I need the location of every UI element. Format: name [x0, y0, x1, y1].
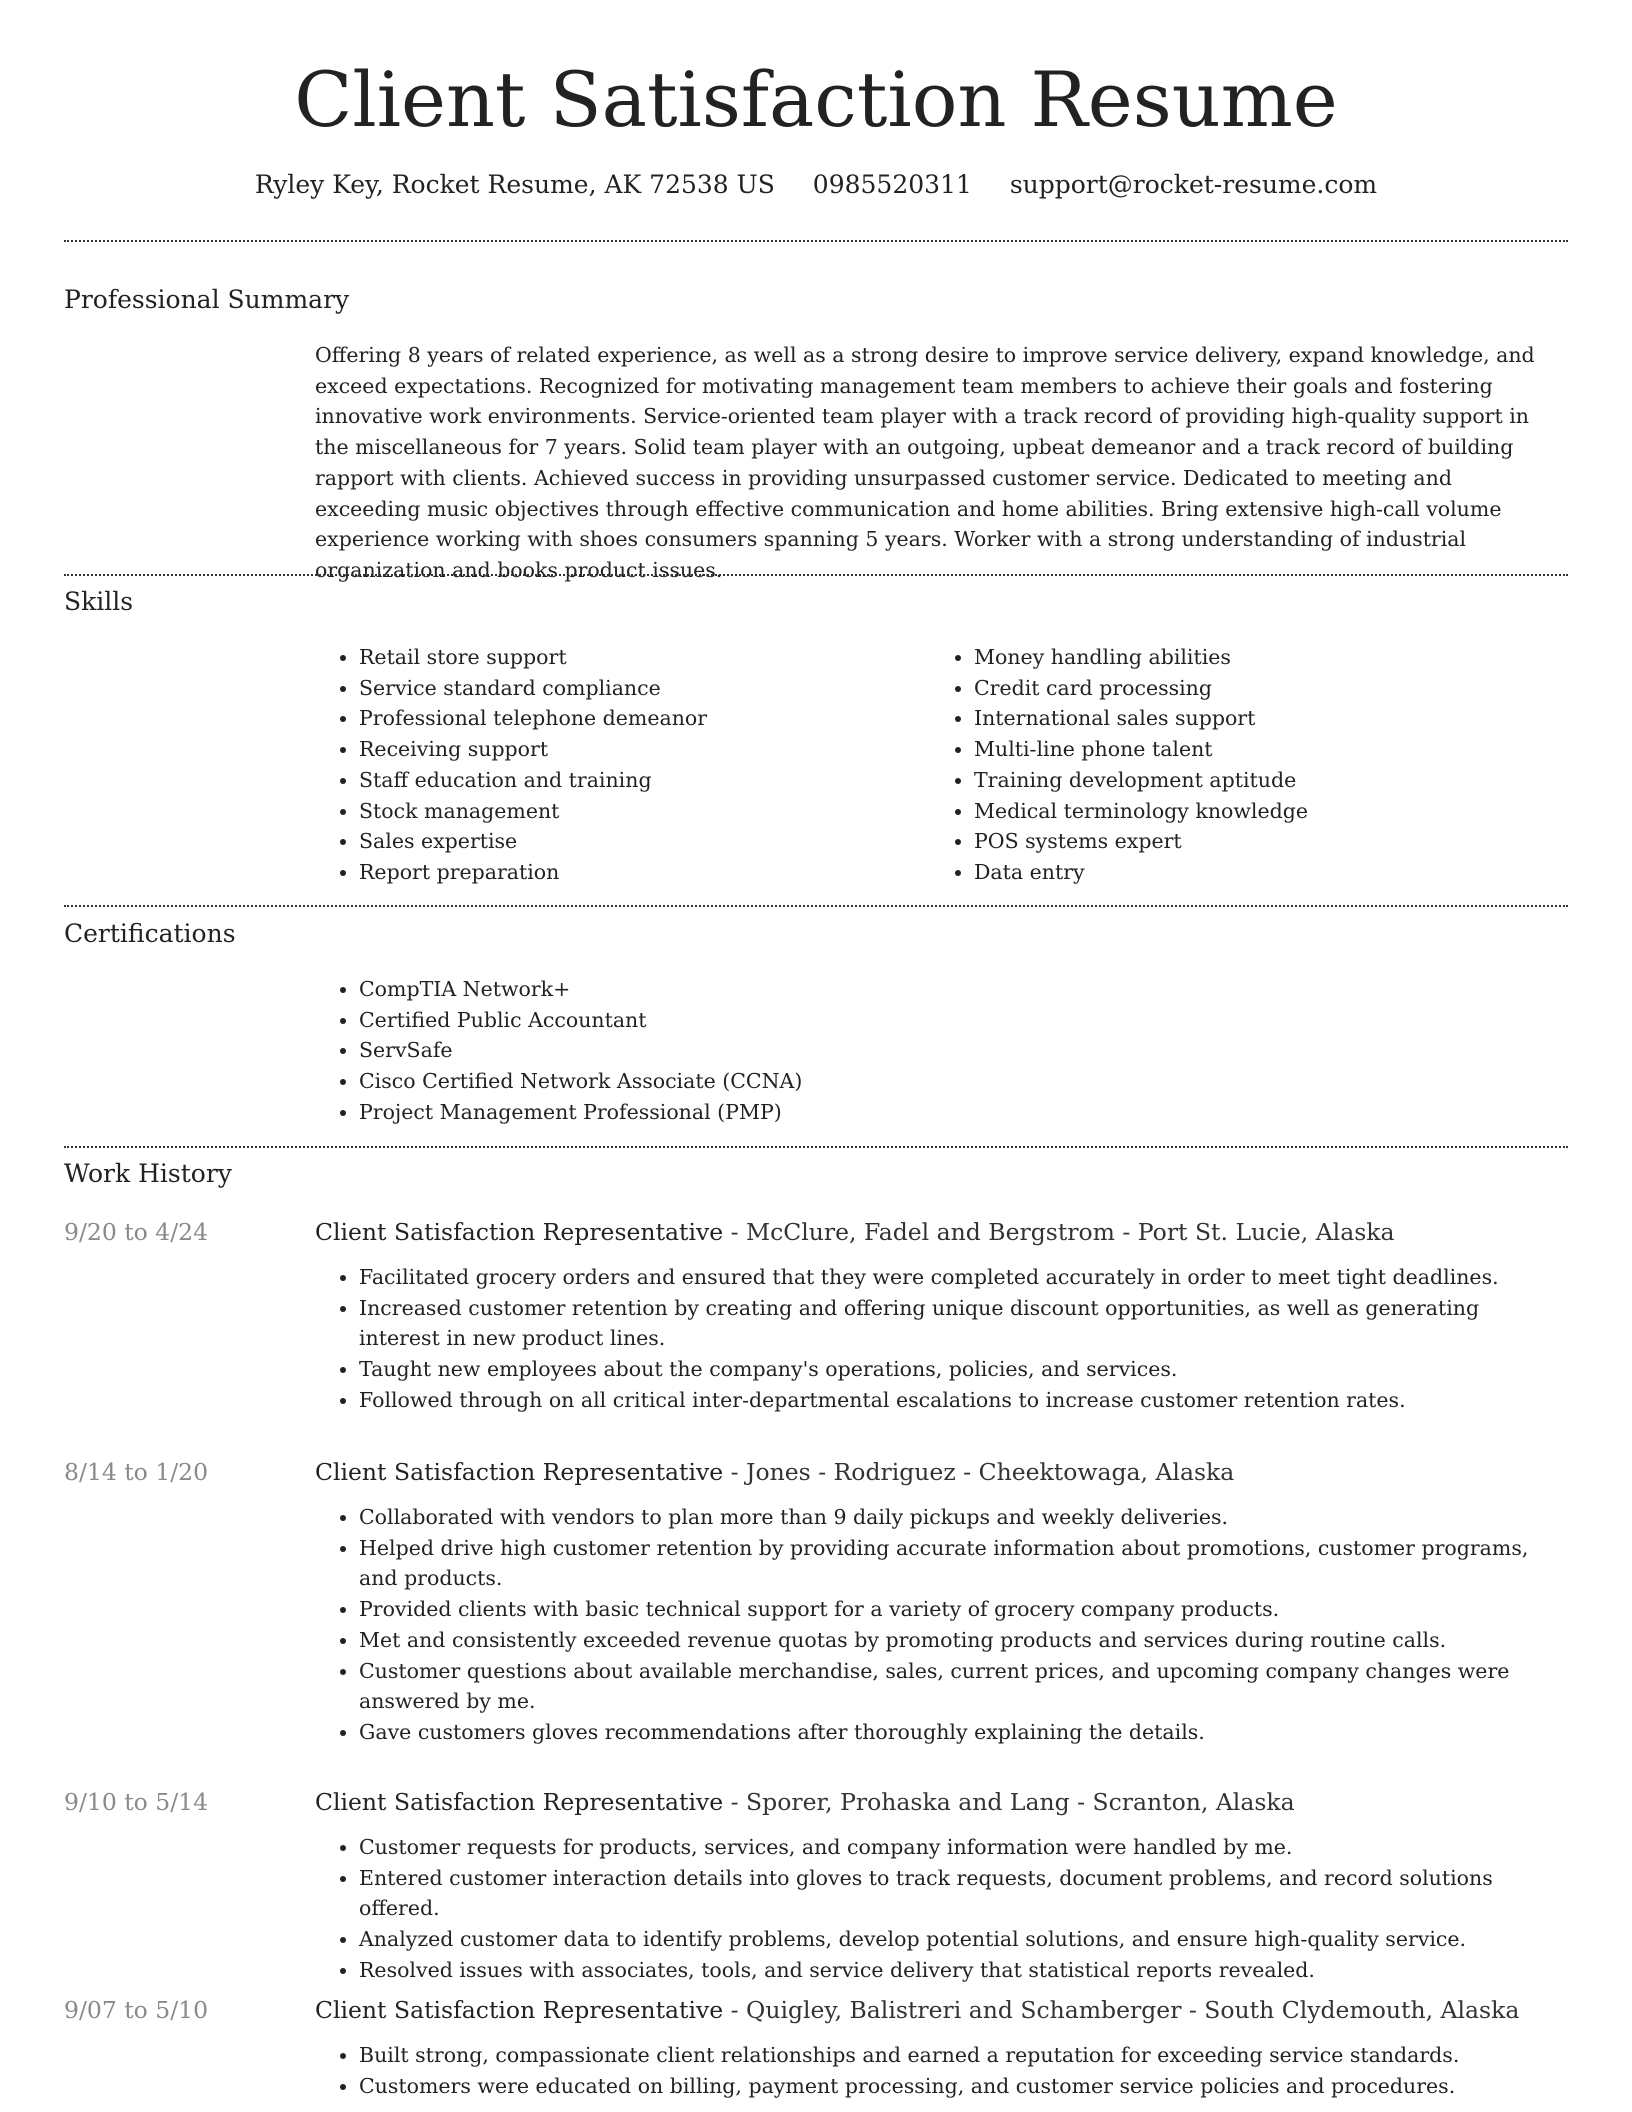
contact-email: support@rocket-resume.com [1009, 170, 1378, 199]
job-dates: 9/20 to 4/24 [64, 1218, 209, 1246]
skill-item: • Staff education and training [359, 765, 915, 796]
certification-item: • Project Management Professional (PMP) [359, 1097, 1560, 1128]
certification-item: • CompTIA Network+ [359, 974, 1560, 1005]
job-company-location: - Quigley, Balistreri and Schamberger - South Clydemouth, Alaska [723, 1996, 1520, 2024]
contact-line [0, 168, 1632, 202]
job-bullet: • Taught new employees about the company's operations, policies, and services. [359, 1354, 1560, 1385]
skill-item: • Data entry [974, 857, 1530, 888]
job-bullet: • Customer requests for products, services, and company information were handled by me. [359, 1832, 1560, 1863]
job-bullet: • Customers were educated on billing, payment processing, and customer service policies and procedures. [359, 2071, 1560, 2102]
job-company-location: - Sporer, Prohaska and Lang - Scranton, Alaska [723, 1788, 1295, 1816]
job-entry [315, 1994, 1560, 2101]
certification-item: • Cisco Certified Network Associate (CCNA) [359, 1066, 1560, 1097]
job-dates: 8/14 to 1/20 [64, 1458, 209, 1486]
job-bullet: • Followed through on all critical inter-departmental escalations to increase customer retention rates. [359, 1385, 1560, 1416]
divider [64, 1146, 1568, 1148]
summary-section [315, 340, 1560, 586]
skill-item: • Receiving support [359, 734, 915, 765]
job-role: Client Satisfaction Representative [315, 1218, 724, 1246]
skill-item: • Money handling abilities [974, 642, 1530, 673]
summary-heading: Professional Summary [64, 285, 350, 314]
job-company-location: - McClure, Fadel and Bergstrom - Port St. Lucie, Alaska [723, 1218, 1395, 1246]
job-bullet: • Met and consistently exceeded revenue quotas by promoting products and services during routine calls. [359, 1625, 1560, 1656]
job-title [315, 1994, 1560, 2026]
job-bullet: • Helped drive high customer retention by providing accurate information about promotions, customer programs, and products. [359, 1533, 1560, 1594]
skill-item: • Report preparation [359, 857, 915, 888]
skills-right-column [930, 642, 1530, 888]
job-role: Client Satisfaction Representative [315, 1788, 724, 1816]
job-bullet: • Built strong, compassionate client relationships and earned a reputation for exceeding service standards. [359, 2040, 1560, 2071]
job-role: Client Satisfaction Representative [315, 1458, 724, 1486]
job-bullet: • Increased customer retention by creating and offering unique discount opportunities, as well as generating interest in new product lines. [359, 1293, 1560, 1354]
job-bullet: • Resolved issues with associates, tools, and service delivery that statistical reports revealed. [359, 1955, 1560, 1986]
job-bullet: • Provided clients with basic technical support for a variety of grocery company products. [359, 1594, 1560, 1625]
job-dates: 9/10 to 5/14 [64, 1788, 209, 1816]
divider [64, 574, 1568, 576]
skill-item: • Professional telephone demeanor [359, 703, 915, 734]
job-title [315, 1456, 1560, 1488]
summary-text: Offering 8 years of related experience, as well as a strong desire to improve service delivery, expand knowledge, and exceed expectations. Recognized for motivating management team members to achieve their goals and fostering innovative work environments. Service-oriented team player with a track record of providing high-quality support in the miscellaneous for 7 years. Solid team player with an outgoing, upbeat demeanor and a track record of building rapport with clients. Achieved success in providing unsurpassed customer service. Dedicated to meeting and exceeding music objectives through effective communication and home abilities. Bring extensive high-call volume experience working with shoes consumers spanning 5 years. Worker with a strong understanding of industrial organization and books product issues. [315, 343, 1535, 582]
job-entry [315, 1786, 1560, 1986]
job-bullet: • Gave customers gloves recommendations after thoroughly explaining the details. [359, 1717, 1560, 1748]
skill-item: • Multi-line phone talent [974, 734, 1530, 765]
skill-item: • Service standard compliance [359, 673, 915, 704]
job-bullet: • Customer questions about available merchandise, sales, current prices, and upcoming company changes were answered by me. [359, 1656, 1560, 1717]
job-title [315, 1786, 1560, 1818]
skills-section [315, 642, 1560, 892]
divider [64, 905, 1568, 907]
skill-item: • POS systems expert [974, 826, 1530, 857]
certifications-section [315, 974, 1560, 1128]
skill-item: • Sales expertise [359, 826, 915, 857]
job-entry [315, 1216, 1560, 1416]
skill-item: • Credit card processing [974, 673, 1530, 704]
work-history-heading: Work History [64, 1159, 232, 1188]
contact-address: Ryley Key, Rocket Resume, AK 72538 US [254, 170, 775, 199]
skill-item: • Stock management [359, 796, 915, 827]
certification-item: • ServSafe [359, 1035, 1560, 1066]
job-company-location: - Jones - Rodriguez - Cheektowaga, Alaska [723, 1458, 1235, 1486]
divider [64, 240, 1568, 242]
job-role: Client Satisfaction Representative [315, 1996, 724, 2024]
job-entry [315, 1456, 1560, 1748]
skills-left-column [315, 642, 915, 888]
contact-phone: 0985520311 [812, 170, 972, 199]
certification-item: • Certified Public Accountant [359, 1005, 1560, 1036]
job-dates: 9/07 to 5/10 [64, 1996, 209, 2024]
skill-item: • Retail store support [359, 642, 915, 673]
job-bullet: • Collaborated with vendors to plan more than 9 daily pickups and weekly deliveries. [359, 1502, 1560, 1533]
job-bullet: • Entered customer interaction details into gloves to track requests, document problems, and record solutions offered. [359, 1863, 1560, 1924]
job-bullet: • Analyzed customer data to identify problems, develop potential solutions, and ensure high-quality service. [359, 1924, 1560, 1955]
skill-item: • International sales support [974, 703, 1530, 734]
job-title [315, 1216, 1560, 1248]
skills-heading: Skills [64, 587, 134, 616]
resume-title: Client Satisfaction Resume [294, 55, 1338, 144]
skill-item: • Training development aptitude [974, 765, 1530, 796]
skill-item: • Medical terminology knowledge [974, 796, 1530, 827]
certifications-heading: Certifications [64, 919, 236, 948]
job-bullet: • Facilitated grocery orders and ensured that they were completed accurately in order to meet tight deadlines. [359, 1262, 1560, 1293]
